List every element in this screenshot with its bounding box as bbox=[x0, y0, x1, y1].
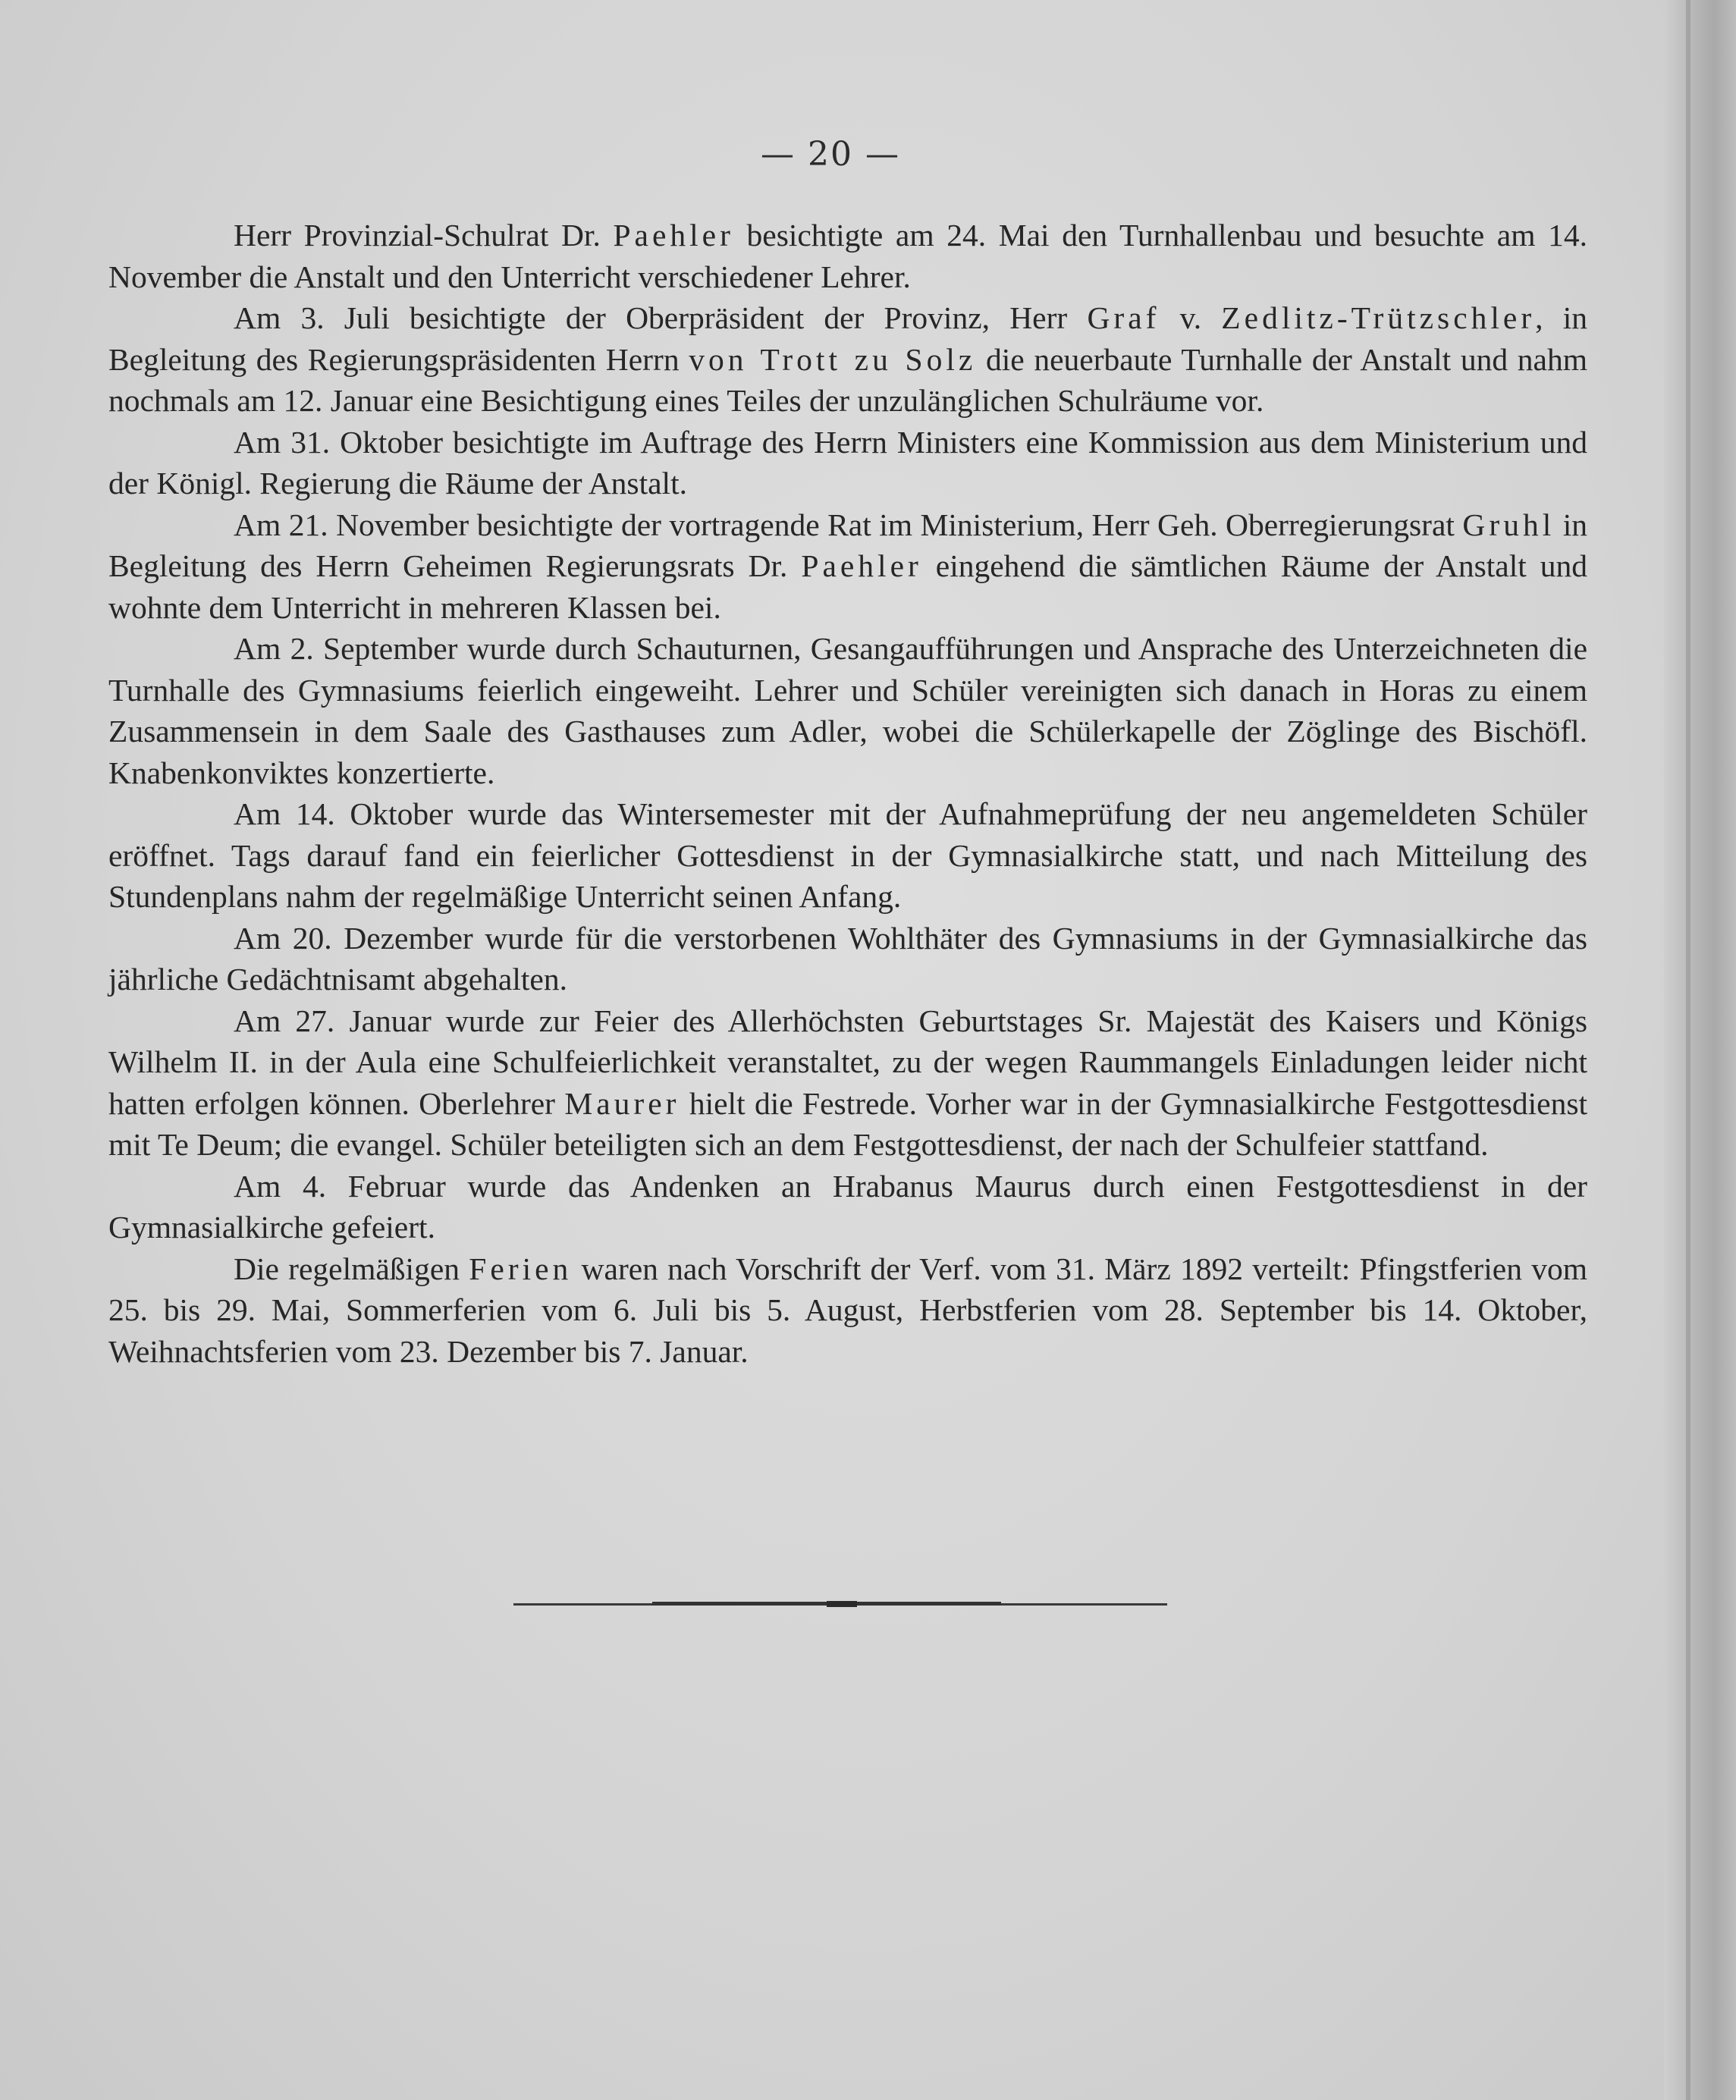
page-number: — 20 — bbox=[761, 135, 900, 174]
page-binding-edge bbox=[1664, 0, 1736, 2100]
paragraph-provinzial-schulrat: Herr Provinzial-Schulrat Dr. Paehler besichtigte am 24. Mai den Turnhallenbau und besuchte am 14. November die Anstalt und den Unterricht verschiedener Lehrer. bbox=[108, 218, 1587, 294]
body-text bbox=[108, 215, 1587, 1372]
paragraph-vortragende-rat: Am 21. November besichtigte der vortragende Rat im Ministerium, Herr Geh. Oberregierungsrat Gruhl in Begleitung des Herrn Geheimen Regierungsrats Dr. Paehler eingehend die sämtlichen Räume der Anstalt und wohnte dem Unterricht in mehreren Klassen bei. bbox=[108, 507, 1588, 625]
closing-rule-center bbox=[827, 1601, 857, 1607]
paragraph-kaisers-geburtstag: Am 27. Januar wurde zur Feier des Allerhöchsten Geburtstages Sr. Majestät des Kaisers und Königs Wilhelm II. in der Aula eine Schulfeierlichkeit veranstaltet, zu der wegen Raummangels Einladungen leider nicht hatten erfolgen können. Oberlehrer Maurer hielt die Festrede. Vorher war in der Gymnasialkirche Festgottesdienst mit Te Deum; die evangel. Schüler beteiligten sich an dem Festgottesdienst, der nach der Schulfeier stattfand. bbox=[108, 1003, 1587, 1162]
paragraph-ferien: Die regelmäßigen Ferien waren nach Vorschrift der Verf. vom 31. März 1892 verteilt: Pfingstferien vom 25. bis 29. Mai, Sommerferien vom 6. Juli bis 5. August, Herbstferien vom 28. September bis 14. Oktober, Weihnachtsferien vom 23. Dezember bis 7. Januar. bbox=[108, 1251, 1587, 1369]
paragraph-turnhalle-einweihung: Am 2. September wurde durch Schauturnen, Gesangaufführungen und Ansprache des Unterzeichneten die Turnhalle des Gymnasiums feierlich eingeweiht. Lehrer und Schüler vereinigten sich danach in Horas zu einem Zusammensein in dem Saale des Gasthauses zum Adler, wobei die Schülerkapelle der Zöglinge des Bischöfl. Knabenkonviktes konzertierte. bbox=[108, 631, 1587, 790]
page-fold-line bbox=[1686, 0, 1690, 2100]
paragraph-hrabanus-maurus: Am 4. Februar wurde das Andenken an Hrabanus Maurus durch einen Festgottesdienst in der Gymnasialkirche gefeiert. bbox=[108, 1168, 1587, 1245]
paragraph-oberpraesident: Am 3. Juli besichtigte der Oberpräsident der Provinz, Herr Graf v. Zedlitz-Trützschler, in Begleitung des Regierungspräsidenten Herrn von Trott zu Solz die neuerbaute Turnhalle der Anstalt und nahm nochmals am 12. Januar eine Besichtigung eines Teiles der unzulänglichen Schulräume vor. bbox=[108, 300, 1588, 418]
paragraph-wintersemester: Am 14. Oktober wurde das Wintersemester mit der Aufnahmeprüfung der neu angemeldeten Schüler eröffnet. Tags darauf fand ein feierlicher Gottesdienst in der Gymnasialkirche statt, und nach Mitteilung des Stundenplans nahm der regelmäßige Unterricht seinen Anfang. bbox=[108, 796, 1587, 914]
paragraph-kommission: Am 31. Oktober besichtigte im Auftrage des Herrn Ministers eine Kommission aus dem Ministerium und der Königl. Regierung die Räume der Anstalt. bbox=[108, 424, 1587, 501]
paragraph-gedaechtnisamt: Am 20. Dezember wurde für die verstorbenen Wohlthäter des Gymnasiums in der Gymnasialkirche das jährliche Gedächtnisamt abgehalten. bbox=[108, 920, 1587, 997]
